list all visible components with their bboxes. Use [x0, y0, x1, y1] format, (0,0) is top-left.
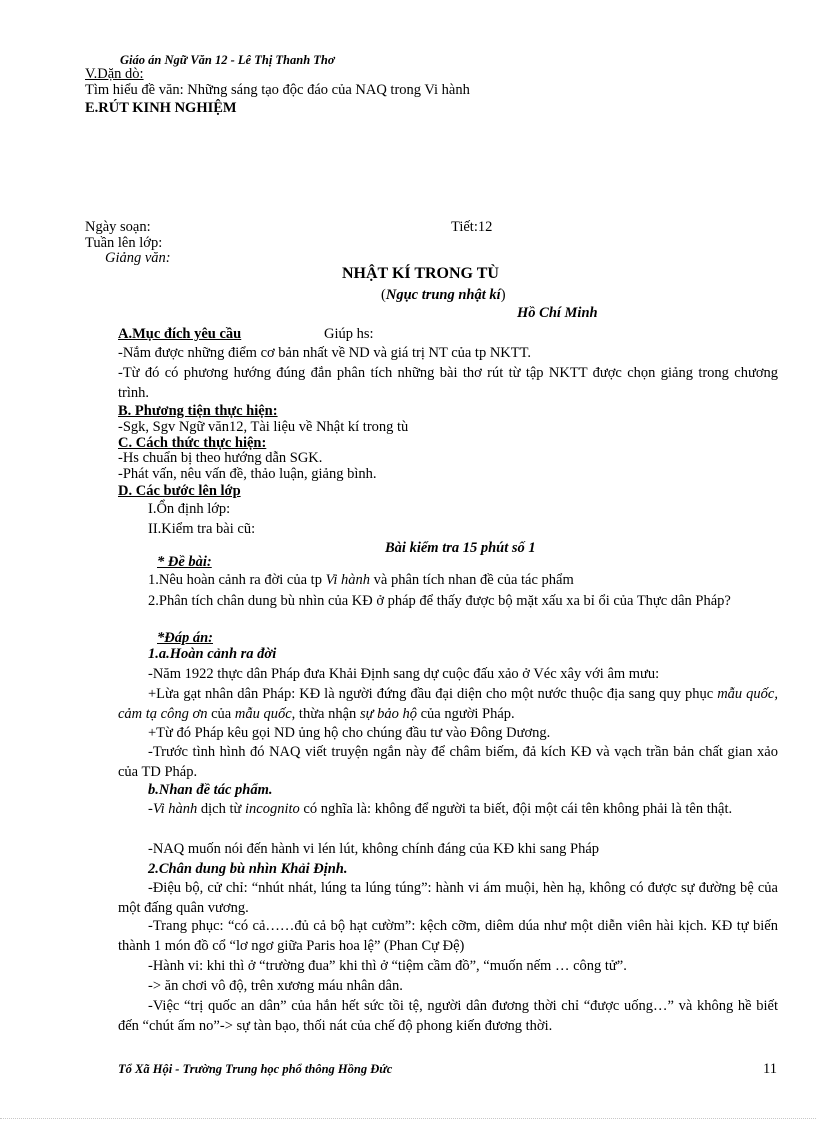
page-number: 11 [763, 1061, 777, 1077]
section-c-heading: C. Cách thức thực hiện: [118, 435, 267, 451]
dap-an-label: *Đáp án: [157, 630, 213, 646]
answer-1a-line-4: -Trước tình hình đó NAQ viết truyện ngắn này để châm biếm, đả kích KĐ và vạch trần bản chất gian xảo của TD Pháp. [118, 744, 778, 780]
lesson-title: NHẬT KÍ TRONG TÙ [342, 265, 499, 282]
lesson-subtitle: (Ngục trung nhật kí) [381, 287, 506, 303]
answer-1a-line-2: +Lừa gạt nhân dân Pháp: KĐ là người đứng đầu đại diện cho một nước thuộc địa sang quy phục mẫu quốc, cảm tạ công ơn của mẫu quốc, thừa nhận sự bảo hộ của người Pháp. [118, 686, 778, 722]
answer-2-heading: 2.Chân dung bù nhìn Khải Định. [148, 861, 348, 877]
answer-1a-heading: 1.a.Hoàn cảnh ra đời [148, 646, 277, 662]
page-bottom-border [0, 1118, 816, 1119]
section-a-heading: A.Mục đích yêu cầu [118, 326, 242, 342]
answer-2-line-1: -Điệu bộ, cử chỉ: “nhút nhát, lúng ta lúng túng”: hành vi ám muội, hèn hạ, không có được sự đường bệ của một đấng quân vương. [118, 880, 778, 916]
section-a-help: Giúp hs: [324, 326, 374, 342]
answer-1b-line-2: -NAQ muốn nói đến hành vi lén lút, không chính đáng của KĐ khi sang Pháp [148, 841, 600, 857]
answer-1a-line-3: +Từ đó Pháp kêu gọi ND ủng hộ cho chúng đầu tư vào Đông Dương. [148, 725, 551, 741]
question-2: 2.Phân tích chân dung bù nhìn của KĐ ở pháp để thấy được bộ mặt xấu xa bỉ ổi của Thực dân Pháp? [148, 593, 731, 609]
tuan-len-lop-label: Tuần lên lớp: [85, 235, 163, 251]
section-b-line-1: -Sgk, Sgv Ngữ văn12, Tài liệu về Nhật kí trong tù [118, 419, 409, 435]
answer-2-line-3: -Hành vi: khi thì ở “trường đua” khi thì ở “tiệm cầm đồ”, “muốn nếm … công tử”. [148, 958, 627, 974]
question-1: 1.Nêu hoàn cảnh ra đời của tp Vi hành và phân tích nhan đề của tác phẩm [148, 572, 574, 588]
section-c-line-2: -Phát vấn, nêu vấn đề, thảo luận, giảng bình. [118, 466, 377, 482]
answer-1a-line-1: -Năm 1922 thực dân Pháp đưa Khải Định sang dự cuộc đấu xảo ở Véc xây với âm mưu: [148, 666, 660, 682]
running-header: Giáo án Ngữ Văn 12 - Lê Thị Thanh Thơ [120, 53, 335, 67]
step-2: II.Kiểm tra bài cũ: [148, 521, 256, 537]
ngay-soan-label: Ngày soạn: [85, 219, 151, 235]
lesson-author: Hồ Chí Minh [517, 305, 598, 321]
answer-1b-line-1: -Vi hành dịch từ incognito có nghĩa là: không để người ta biết, đội một cái tên không phải là tên thật. [148, 801, 733, 817]
answer-2-line-5: -Việc “trị quốc an dân” của hắn hết sức tồi tệ, người dân đương thời chỉ “được uống…” và không hề biết đến “chút ấm no”-> sự tàn bạo, thối nát của chế độ phong kiến đương thời. [118, 998, 778, 1034]
answer-2-line-4: -> ăn chơi vô độ, trên xương máu nhân dân. [148, 978, 403, 994]
footer-school: Tổ Xã Hội - Trường Trung học phổ thông Hồng Đức [118, 1062, 393, 1076]
answer-1b-heading: b.Nhan đề tác phẩm. [148, 782, 273, 798]
step-1: I.Ổn định lớp: [148, 501, 231, 517]
section-c-line-1: -Hs chuẩn bị theo hướng dẫn SGK. [118, 450, 323, 466]
rut-kinh-nghiem-heading: E.RÚT KINH NGHIỆM [85, 100, 237, 116]
quiz-title: Bài kiểm tra 15 phút số 1 [385, 540, 536, 556]
dan-do-heading: V.Dặn dò: [85, 66, 144, 82]
section-b-heading: B. Phương tiện thực hiện: [118, 403, 278, 419]
section-a-line-1: -Nắm được những điểm cơ bản nhất về ND và giá trị NT của tp NKTT. [118, 345, 532, 361]
section-d-heading: D. Các bước lên lớp [118, 483, 241, 499]
section-a-line-2: -Từ đó có phương hướng đúng đắn phân tích những bài thơ rút từ tập NKTT được chọn giảng trong chương trình. [118, 365, 778, 401]
answer-2-line-2: -Trang phục: “có cả……đủ cả bộ hạt cườm”: kệch cỡm, diêm dúa như một diễn viên hài kịch. KĐ tự biến thành 1 món đồ cổ “lơ ngơ giữa Paris hoa lệ” (Phan Cự Đệ) [118, 918, 778, 954]
tiet-label: Tiết:12 [451, 219, 493, 235]
giang-van-label: Giảng văn: [105, 250, 171, 266]
dan-do-text: Tìm hiểu đề văn: Những sáng tạo độc đáo của NAQ trong Vi hành [85, 82, 470, 98]
de-bai-label: * Đề bài: [157, 554, 212, 570]
